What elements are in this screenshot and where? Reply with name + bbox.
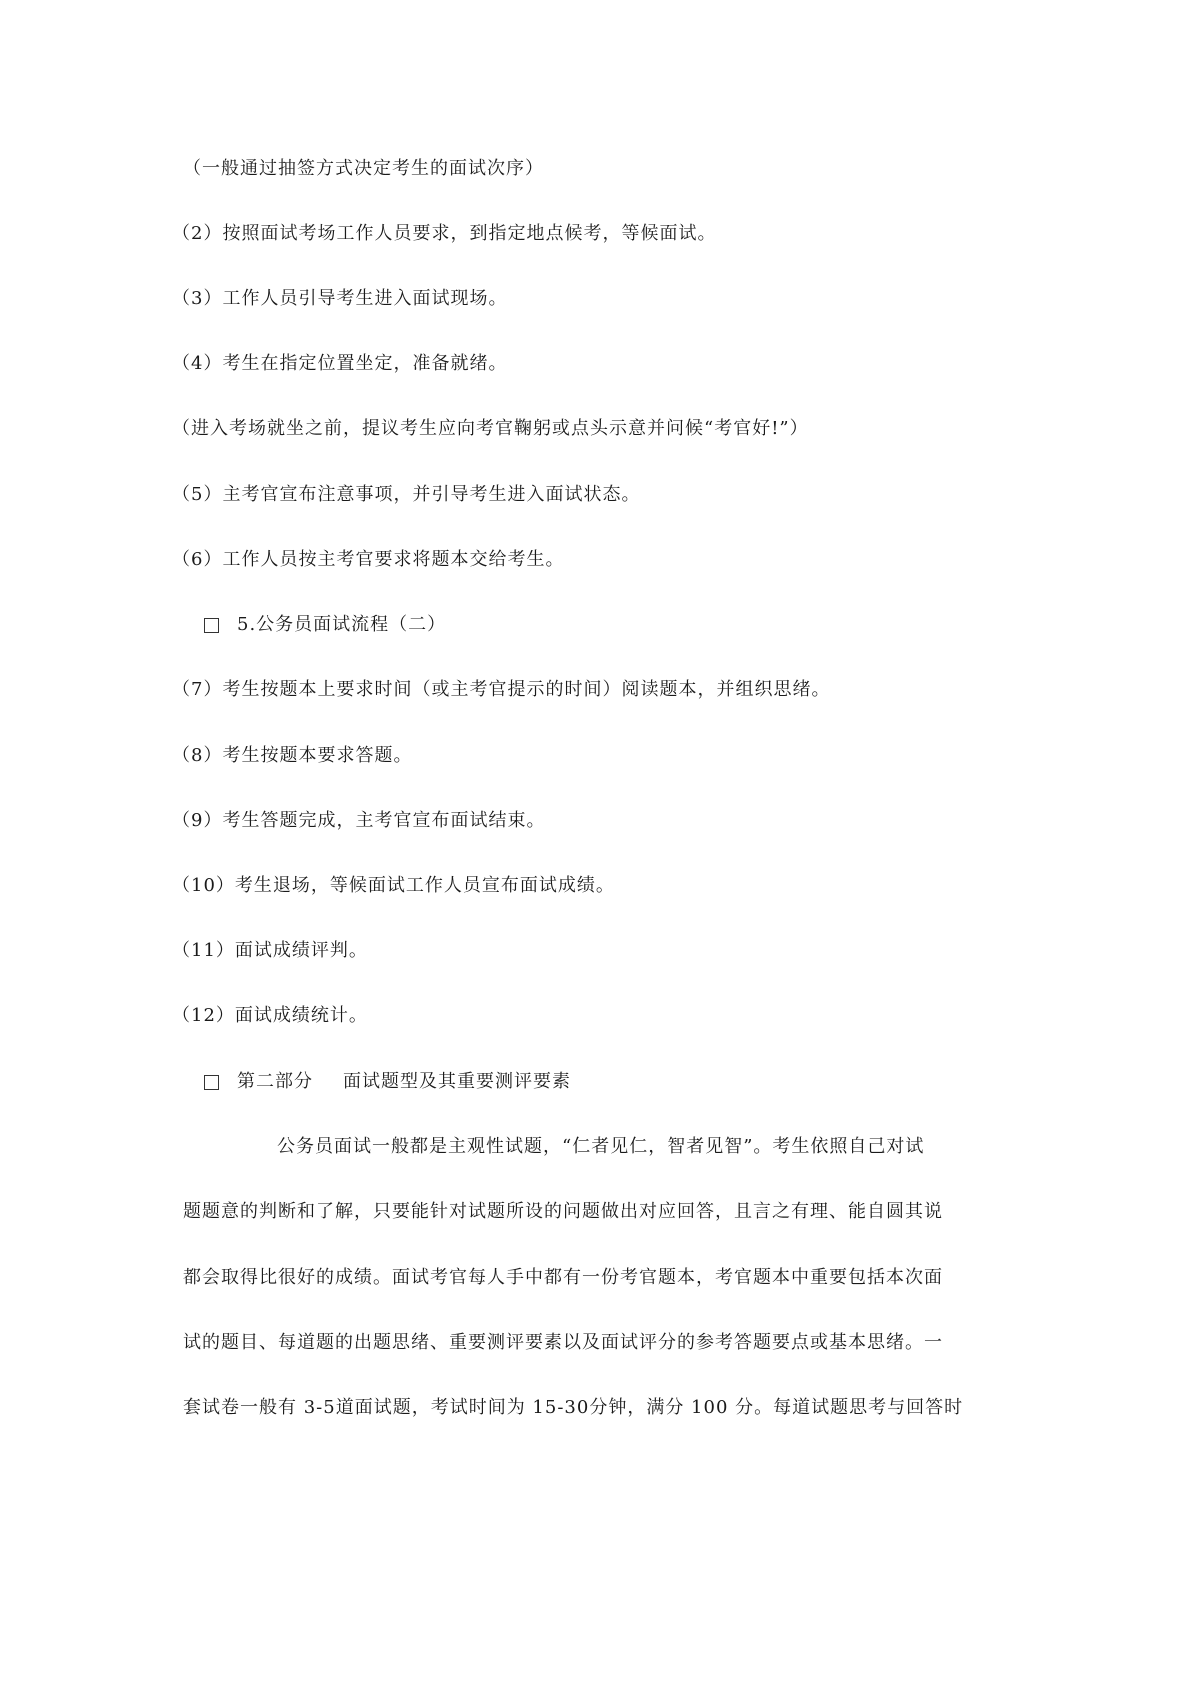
- step-4: （4）考生在指定位置坐定，准备就绪。: [172, 353, 508, 374]
- step-11: （11）面试成绩评判。: [172, 940, 368, 961]
- part-label: 第二部分: [237, 1071, 313, 1092]
- note-greeting: （进入考场就坐之前，提议考生应向考官鞠躬或点头示意并问候“考官好!”）: [172, 418, 809, 439]
- section-heading-part-2: [204, 1070, 571, 1094]
- part-title: 面试题型及其重要测评要素: [343, 1071, 571, 1092]
- note-draw-order: （一般通过抽签方式决定考生的面试次序）: [183, 158, 544, 179]
- checkbox-icon: [204, 618, 219, 633]
- step-7: （7）考生按题本上要求时间（或主考官提示的时间）阅读题本，并组织思绪。: [172, 679, 831, 700]
- paragraph-line-3: 都会取得比很好的成绩。面试考官每人手中都有一份考官题本，考官题本中重要包括本次面: [183, 1267, 943, 1288]
- section-heading-process-2: [204, 613, 446, 637]
- step-10: （10）考生退场，等候面试工作人员宣布面试成绩。: [172, 875, 615, 896]
- step-6: （6）工作人员按主考官要求将题本交给考生。: [172, 549, 565, 570]
- step-2: （2）按照面试考场工作人员要求，到指定地点候考，等候面试。: [172, 223, 717, 244]
- step-9: （9）考生答题完成，主考官宣布面试结束。: [172, 810, 546, 831]
- step-5: （5）主考官宣布注意事项，并引导考生进入面试状态。: [172, 484, 641, 505]
- step-8: （8）考生按题本要求答题。: [172, 745, 413, 766]
- paragraph-line-4: 试的题目、每道题的出题思绪、重要测评要素以及面试评分的参考答题要点或基本思绪。一: [183, 1332, 943, 1353]
- step-3: （3）工作人员引导考生进入面试现场。: [172, 288, 508, 309]
- paragraph-line-2: 题题意的判断和了解，只要能针对试题所设的问题做出对应回答，且言之有理、能自圆其说: [183, 1201, 943, 1222]
- section-heading-text: 5.公务员面试流程（二）: [237, 614, 447, 635]
- paragraph-line-1: 公务员面试一般都是主观性试题，“仁者见仁，智者见智”。考生依照自己对试: [277, 1136, 925, 1157]
- paragraph-line-5: 套试卷一般有 3-5道面试题，考试时间为 15-30分钟，满分 100 分。每道试题思考与回答时: [183, 1397, 964, 1418]
- checkbox-icon: [204, 1075, 219, 1090]
- step-12: （12）面试成绩统计。: [172, 1005, 368, 1026]
